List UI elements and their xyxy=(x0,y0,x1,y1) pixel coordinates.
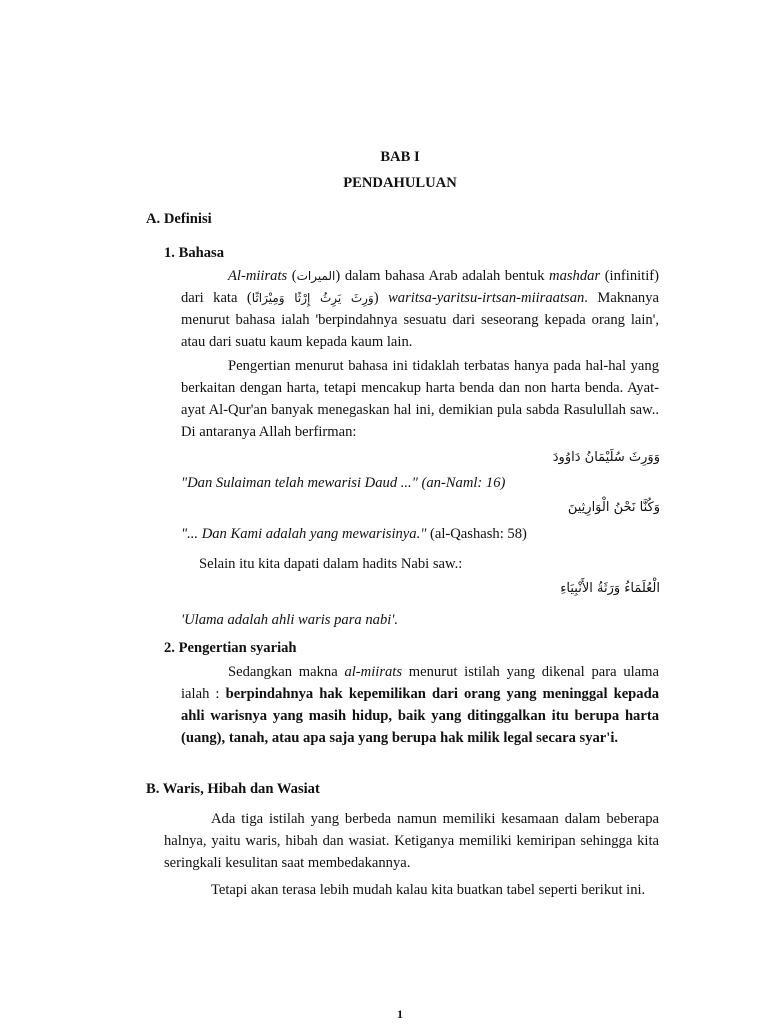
text-span: dalam bahasa Arab adalah bentuk xyxy=(340,268,550,284)
term-mashdar: mashdar xyxy=(549,268,601,284)
arabic-verb: وَرِثَ يَرِثُ إِرْثًا وَمِيْرَاثًا xyxy=(251,291,374,305)
bahasa-paragraph-2: Pengertian menurut bahasa ini tidaklah terbatas hanya pada hal-hal yang berkaitan dengan harta, tetapi mencakup harta benda dan non harta benda. Ayat-ayat Al-Qur'an banyak menegaskan hal ini, demikian pula sabda Rasulullah saw.. Di antaranya Allah berfirman: xyxy=(181,358,659,440)
text-span: . Maknanya menurut bahasa ialah 'berpindahnya sesuatu dari seseorang kepada orang lain', atau dari suatu kaum kepada kaum lain. xyxy=(181,290,659,350)
term-al-miirats: Al-miirats xyxy=(228,268,288,284)
transliteration: waritsa-yaritsu-irtsan-miiraatsan xyxy=(388,290,585,306)
section-a-heading: A. Definisi xyxy=(146,211,212,227)
arabic-term: الميرات xyxy=(296,269,336,283)
section-b-heading: B. Waris, Hibah dan Wasiat xyxy=(146,781,320,797)
ayat-1-arabic: وَوَرِثَ سُلَيْمَانُ دَاوُودَ xyxy=(552,450,660,465)
hadith-intro: Selain itu kita dapati dalam hadits Nabi saw.: xyxy=(199,556,463,572)
ayat-1-translation: "Dan Sulaiman telah mewarisi Daud ..." (an-Naml: 16) xyxy=(181,475,506,491)
hadith-arabic: الْعُلَمَاءُ وَرَثَةُ الأَنْبِيَاءِ xyxy=(560,581,660,596)
ayat-2-translation xyxy=(181,523,527,545)
text-span: Sedangkan makna xyxy=(228,664,345,680)
ayat-2-arabic: وَكُنَّا نَحْنُ الْوَارِثِينَ xyxy=(567,500,660,515)
ayat-2-source: (al-Qashash: 58) xyxy=(426,526,527,542)
hadith-translation: 'Ulama adalah ahli waris para nabi'. xyxy=(181,612,399,628)
term-al-miirats-syariah: al-miirats xyxy=(344,664,403,680)
page-number: 1 xyxy=(397,1007,403,1021)
section-b-paragraph-1: Ada tiga istilah yang berbeda namun memiliki kesamaan dalam beberapa halnya, yaitu waris, hibah dan wasiat. Ketiganya memiliki kemiripan sehingga kita seringkali kesulitan saat membedakannya. xyxy=(164,811,659,871)
syariah-definition: berpindahnya hak kepemilikan dari orang yang meninggal kepada ahli warisnya yang masih hidup, baik yang ditinggalkan itu berupa harta (uang), tanah, atau apa saja yang berupa hak milik legal secara syar'i. xyxy=(181,686,659,746)
text-span: ) xyxy=(373,290,389,306)
section-b-paragraph-2: Tetapi akan terasa lebih mudah kalau kita buatkan tabel seperti berikut ini. xyxy=(211,882,646,898)
chapter-label: BAB I xyxy=(380,149,420,165)
text-span: (infinitif) dari kata ( xyxy=(181,268,659,306)
subsection-syariah-heading: 2. Pengertian syariah xyxy=(164,640,297,656)
text-span: menurut istilah yang dikenal para ulama ialah : xyxy=(181,664,659,702)
syariah-paragraph xyxy=(181,661,659,749)
ayat-2-text: "... Dan Kami adalah yang mewarisinya." xyxy=(181,526,427,542)
bahasa-paragraph-1: Al-miirats (الميرات) dalam bahasa Arab adalah bentuk mashdar (infinitif) dari kata (وَرِثَ يَرِثُ إِرْثًا وَمِيْرَاثًا) waritsa-yaritsu-irtsan-miiraatsan. Maknanya menurut bahasa ialah 'berpindahnya sesuatu dari seseorang kepada orang lain', atau dari suatu kaum kepada kaum lain. xyxy=(181,268,659,350)
subsection-bahasa-heading: 1. Bahasa xyxy=(164,245,225,261)
chapter-title: PENDAHULUAN xyxy=(343,175,457,191)
